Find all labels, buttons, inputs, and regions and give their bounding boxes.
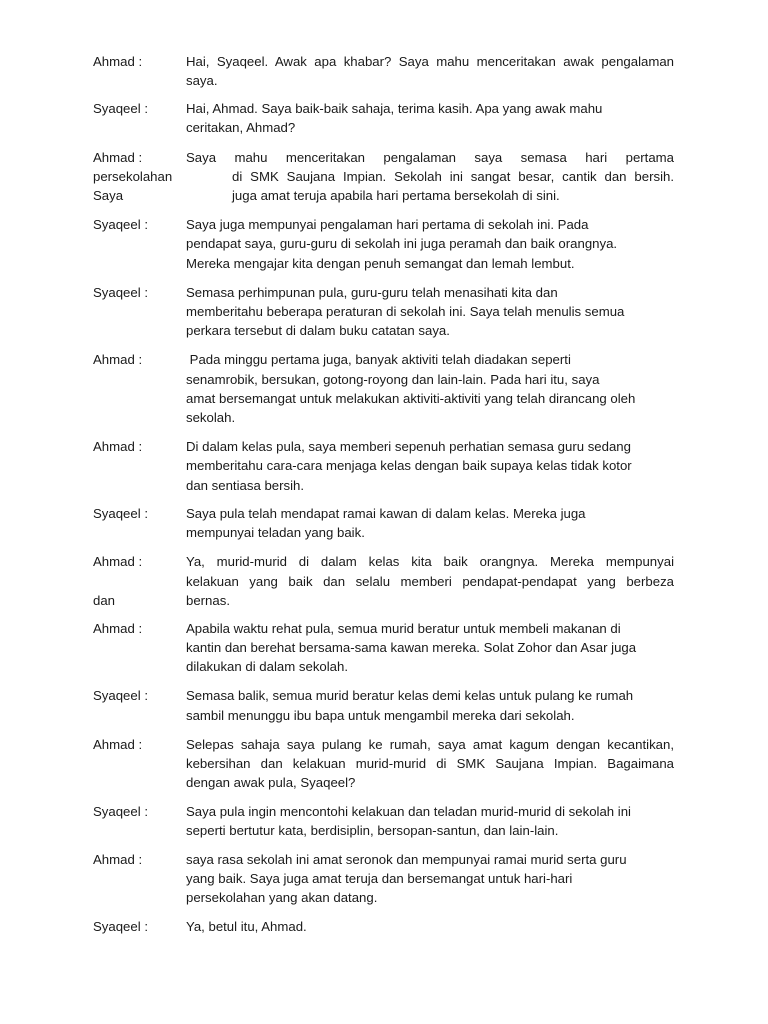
dialogue-line: Pada minggu pertama juga, banyak aktiviti telah diadakan seperti: [186, 352, 571, 367]
dialogue-line: Semasa balik, semua murid beratur kelas demi kelas untuk pulang ke rumah: [186, 688, 634, 703]
dialogue-line: kantin dan berehat bersama-sama kawan mereka. Solat Zohor dan Asar juga: [186, 640, 637, 655]
speaker-label: Syaqeel :: [93, 285, 148, 300]
dialogue-line: pendapat saya, guru-guru di sekolah ini juga peramah dan baik orangnya.: [186, 236, 618, 251]
dialogue-line: memberitahu cara-cara menjaga kelas dengan baik supaya kelas tidak kotor: [186, 458, 632, 473]
speaker-label: Ahmad :: [93, 621, 143, 636]
dialogue-line: saya rasa sekolah ini amat seronok dan mempunyai ramai murid serta guru: [186, 852, 627, 867]
speaker-label: Ahmad :: [93, 54, 143, 69]
dialogue-line: sekolah.: [186, 410, 236, 425]
dialogue-line: memberitahu beberapa peraturan di sekolah ini. Saya telah menulis semua: [186, 304, 625, 319]
dialogue-line: amat bersemangat untuk melakukan aktiviti-aktiviti yang telah dirancang oleh: [186, 391, 636, 406]
dialogue-line: mempunyai teladan yang baik.: [186, 525, 365, 540]
dialogue-line: Di dalam kelas pula, saya memberi sepenuh perhatian semasa guru sedang: [186, 439, 631, 454]
dialogue-line: kebersihan dan kelakuan murid-murid di SMK Saujana Impian. Bagaimana: [186, 756, 674, 771]
dialogue-line: sambil menunggu ibu bapa untuk mengambil mereka dari sekolah.: [186, 708, 575, 723]
dialogue-line: Apabila waktu rehat pula, semua murid beratur untuk membeli makanan di: [186, 621, 621, 636]
speaker-label: Ahmad :: [93, 737, 143, 752]
dialogue-line: saya.: [186, 73, 218, 88]
dialogue-line: Saya pula telah mendapat ramai kawan di dalam kelas. Mereka juga: [186, 506, 586, 521]
dialogue-line: dan sentiasa bersih.: [186, 478, 305, 493]
dialogue-line: di SMK Saujana Impian. Sekolah ini sangat besar, cantik dan bersih.: [232, 169, 674, 184]
dialogue-line: yang baik. Saya juga amat teruja dan bersemangat untuk hari-hari: [186, 871, 573, 886]
dialogue-line: Saya juga mempunyai pengalaman hari pertama di sekolah ini. Pada: [186, 217, 589, 232]
dialogue-line: kelakuan yang baik dan selalu memberi pendapat-pendapat yang berbeza: [186, 574, 674, 589]
dialogue-line: Ya, murid-murid di dalam kelas kita baik orangnya. Mereka mempunyai: [186, 554, 674, 569]
dialogue-line: Selepas sahaja saya pulang ke rumah, saya amat kagum dengan kecantikan,: [186, 737, 674, 752]
dialogue-line: Mereka mengajar kita dengan penuh semangat dan lemah lembut.: [186, 256, 575, 271]
dialogue-line: Hai, Syaqeel. Awak apa khabar? Saya mahu menceritakan awak pengalaman: [186, 54, 674, 69]
dialogue-line: seperti bertutur kata, berdisiplin, bersopan-santun, dan lain-lain.: [186, 823, 559, 838]
dialogue-line: ceritakan, Ahmad?: [186, 120, 296, 135]
dialogue-line: persekolahan yang akan datang.: [186, 890, 378, 905]
dialogue-line: juga amat teruja apabila hari pertama bersekolah di sini.: [232, 188, 560, 203]
speaker-label: Syaqeel :: [93, 506, 148, 521]
speaker-label: Syaqeel :: [93, 217, 148, 232]
dialogue-line: senamrobik, bersukan, gotong-royong dan lain-lain. Pada hari itu, saya: [186, 372, 600, 387]
speaker-label: Syaqeel :: [93, 919, 148, 934]
dialogue-line: Saya pula ingin mencontohi kelakuan dan teladan murid-murid di sekolah ini: [186, 804, 631, 819]
dialogue-line: Ya, betul itu, Ahmad.: [186, 919, 307, 934]
speaker-label: Ahmad :: [93, 439, 143, 454]
dialogue-line: dengan awak pula, Syaqeel?: [186, 775, 356, 790]
speaker-label: Syaqeel :: [93, 101, 148, 116]
speaker-label: Ahmad :: [93, 852, 143, 867]
speaker-overflow-text: dan: [93, 593, 116, 608]
speaker-label: Ahmad :: [93, 554, 143, 569]
dialogue-line: Semasa perhimpunan pula, guru-guru telah menasihati kita dan: [186, 285, 558, 300]
dialogue-line: Saya mahu menceritakan pengalaman saya semasa hari pertama: [186, 150, 674, 165]
dialogue-line: perkara tersebut di dalam buku catatan saya.: [186, 323, 450, 338]
speaker-label: Ahmad :: [93, 150, 143, 165]
speaker-label: Syaqeel :: [93, 804, 148, 819]
dialogue-line: bernas.: [186, 593, 230, 608]
speaker-overflow-text: Saya: [93, 188, 124, 203]
dialogue-line: dilakukan di dalam sekolah.: [186, 659, 349, 674]
dialogue-line: Hai, Ahmad. Saya baik-baik sahaja, terima kasih. Apa yang awak mahu: [186, 101, 603, 116]
speaker-label: Ahmad :: [93, 352, 143, 367]
speaker-overflow-text: persekolahan: [93, 169, 173, 184]
speaker-label: Syaqeel :: [93, 688, 148, 703]
